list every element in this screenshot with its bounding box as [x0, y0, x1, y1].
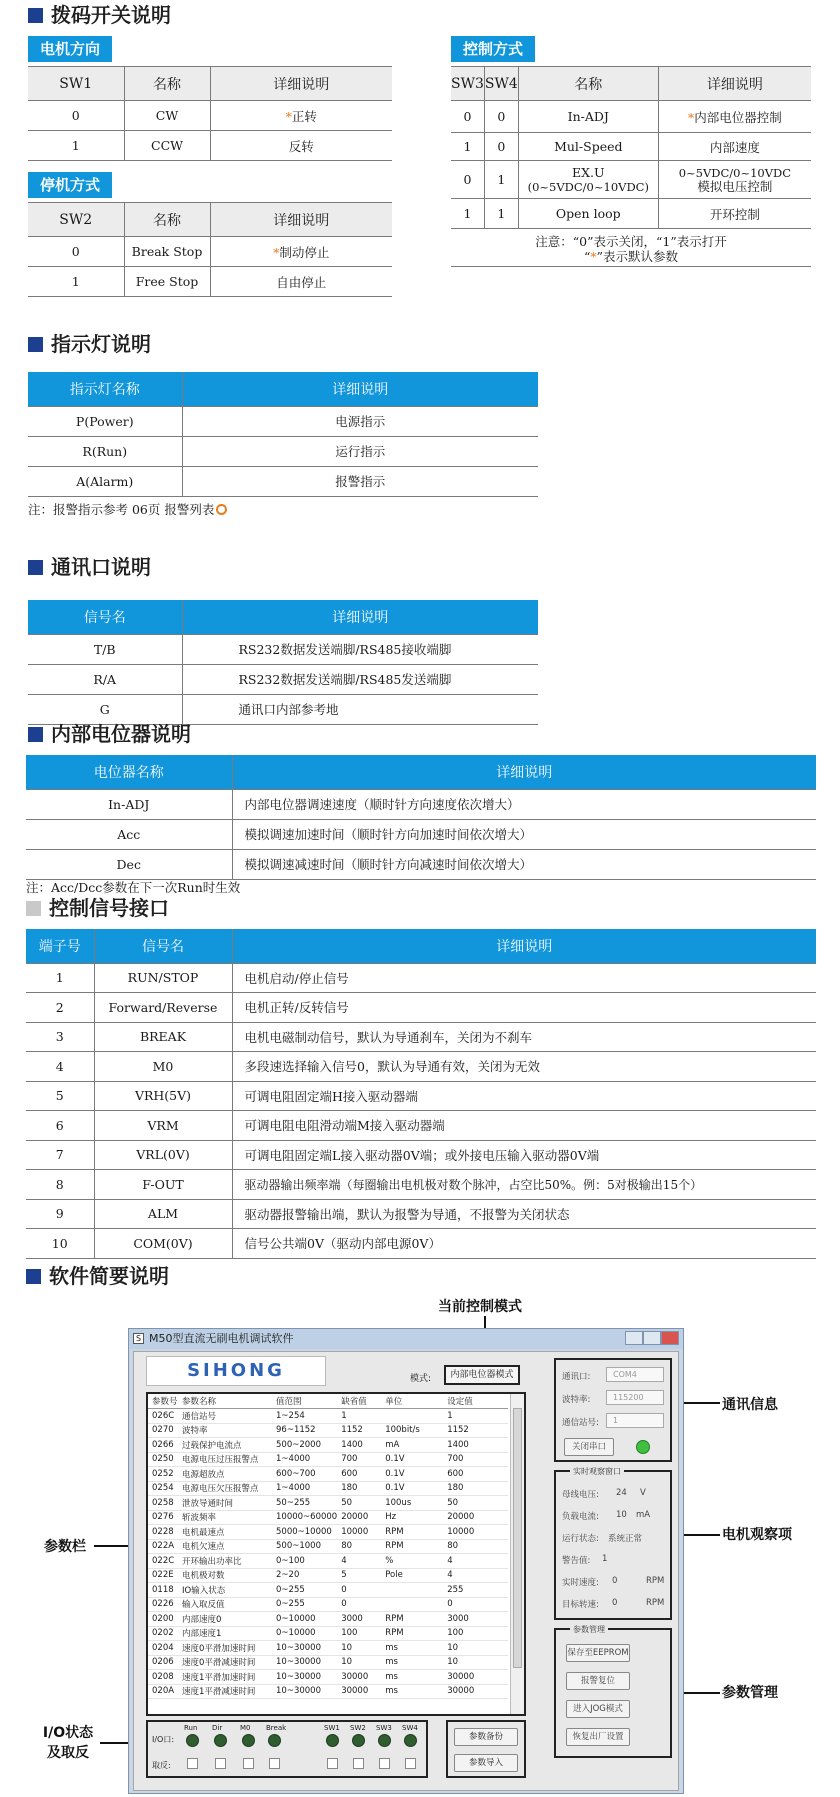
indicator-note: 注：报警指示参考 06页 报警列表 — [28, 502, 227, 517]
callout-params: 参数栏 — [44, 1539, 86, 1555]
io-led-indicator — [404, 1734, 417, 1747]
param-backup-button[interactable]: 参数备份 — [454, 1728, 518, 1746]
io-name-label: Run — [184, 1724, 198, 1732]
io-led-indicator — [186, 1734, 199, 1747]
invert-label: 取反: — [152, 1761, 171, 1770]
param-row[interactable]: 0276 斩波频率 10000~60000 20000 Hz 20000 — [148, 1510, 508, 1525]
io-led-indicator — [352, 1734, 365, 1747]
io-invert-checkbox[interactable] — [405, 1758, 416, 1769]
default-star-icon: * — [688, 109, 695, 125]
default-star-icon: * — [590, 249, 597, 264]
table-row: 1 1 Open loop 开环控制 — [451, 199, 811, 229]
software-window — [128, 1328, 684, 1794]
square-bullet-icon — [26, 901, 41, 916]
param-row[interactable]: 0250 电源电压过压报警点 1~4000 700 0.1V 700 — [148, 1452, 508, 1467]
table-row: 0 0 In-ADJ *内部电位器控制 — [451, 101, 811, 133]
param-manage-panel: 参数管理 保存至EEPROM 报警复位 进入JOG模式 恢复出厂设置 — [554, 1628, 672, 1758]
callout-observe: 电机观察项 — [722, 1527, 792, 1543]
param-rows — [148, 1409, 508, 1699]
param-row[interactable]: 026C 通信站号 1~254 1 1 — [148, 1409, 508, 1424]
callout-io: I/O状态 及取反 — [42, 1725, 94, 1761]
control-mode-note: 注意：“0”表示关闭，“1”表示打开 “*”表示默认参数 — [451, 234, 811, 267]
speed-value: 0 — [612, 1576, 618, 1586]
param-row[interactable]: 0226 输入取反值 0~255 0 0 — [148, 1597, 508, 1612]
mode-label: 模式: — [410, 1374, 432, 1384]
io-led-indicator — [214, 1734, 227, 1747]
close-port-button[interactable]: 关闭串口 — [564, 1438, 614, 1456]
table-row: In-ADJ 内部电位器调速速度（顺时针方向速度依次增大） — [26, 789, 816, 819]
table-row: 0 Break Stop *制动停止 — [28, 237, 392, 267]
io-name-label: M0 — [240, 1724, 251, 1732]
table-row: 5 VRH(5V) 可调电阻固定端H接入驱动器端 — [26, 1081, 816, 1111]
table-row: 0 CW *正转 — [28, 101, 392, 131]
dip-section-title: 拨码开关说明 — [28, 1, 171, 29]
backup-import-panel — [446, 1720, 526, 1778]
io-invert-checkbox[interactable] — [215, 1758, 226, 1769]
param-row[interactable]: 0202 内部速度1 0~10000 100 RPM 100 — [148, 1626, 508, 1641]
io-invert-checkbox[interactable] — [187, 1758, 198, 1769]
comm-table: 信号名 详细说明 T/B RS232数据发送端脚/RS485接收端脚 R/A RS232数据发送端脚/RS485发送端脚 G 通讯口内部参考地 — [28, 600, 538, 725]
io-label: I/O口: — [152, 1735, 175, 1744]
table-row: 9 ALM 驱动器报警输出端，默认为报警为导通，不报警为关闭状态 — [26, 1199, 816, 1229]
param-import-button[interactable]: 参数导入 — [454, 1754, 518, 1772]
close-button[interactable] — [661, 1331, 679, 1345]
io-status-panel — [146, 1720, 428, 1778]
param-row[interactable]: 022C 开环输出功率比 0~100 4 % 4 — [148, 1554, 508, 1569]
observe-panel: 实时观察窗口 母线电压: 24 V 负载电流: 10 mA 运行状态: 系统正常 警告值: 1 实时速度: 0 RPM 目标转速: 0 RPM — [554, 1470, 672, 1620]
io-led-indicator — [242, 1734, 255, 1747]
table-row: G 通讯口内部参考地 — [28, 694, 538, 724]
io-invert-checkbox[interactable] — [327, 1758, 338, 1769]
table-row: 2 Forward/Reverse 电机正转/反转信号 — [26, 993, 816, 1023]
table-row: 4 M0 多段速选择输入信号0，默认为导通有效，关闭为无效 — [26, 1052, 816, 1082]
scroll-thumb[interactable] — [513, 1408, 522, 1668]
run-state-value: 系统正常 — [608, 1534, 643, 1544]
table-row: 1 Free Stop 自由停止 — [28, 267, 392, 297]
io-invert-checkbox[interactable] — [243, 1758, 254, 1769]
pot-note: 注：Acc/Dcc参数在下一次Run时生效 — [26, 880, 241, 895]
minimize-button[interactable] — [625, 1331, 643, 1345]
ctrl-section-title: 控制信号接口 — [26, 894, 169, 922]
software-section-title: 软件简要说明 — [26, 1262, 169, 1290]
comm-section-title: 通讯口说明 — [28, 553, 151, 581]
pot-table: 电位器名称 详细说明 In-ADJ 内部电位器调速速度（顺时针方向速度依次增大） Acc 模拟调速加速时间（顺时针方向加速时间依次增大） Dec 模拟调速减速时间（顺时针方向减速时间依次增大） — [26, 755, 816, 880]
baud-rate-select[interactable]: 115200 — [606, 1390, 664, 1405]
table-row: 8 F-OUT 驱动器输出频率端（每圈输出电机极对数个脉冲，占空比50%。例：5对极输出15个） — [26, 1170, 816, 1200]
param-row[interactable]: 020A 速度1平滑减速时间 10~30000 30000 ms 30000 — [148, 1684, 508, 1699]
stop-mode-table: SW2 名称 详细说明 0 Break Stop *制动停止 1 Free Stop 自由停止 — [28, 202, 392, 297]
io-name-label: SW2 — [350, 1724, 366, 1732]
indicator-table: 指示灯名称 详细说明 P(Power) 电源指示 R(Run) 运行指示 A(Alarm) 报警指示 — [28, 372, 538, 497]
app-icon: S — [133, 1333, 144, 1344]
square-bullet-icon — [26, 1269, 41, 1284]
io-name-label: SW1 — [324, 1724, 340, 1732]
arrow-link-icon[interactable] — [216, 504, 227, 515]
io-led-indicator — [268, 1734, 281, 1747]
table-row: 1 RUN/STOP 电机启动/停止信号 — [26, 963, 816, 993]
param-row[interactable]: 0254 电源电压欠压报警点 1~4000 180 0.1V 180 — [148, 1481, 508, 1496]
callout-mode: 当前控制模式 — [438, 1299, 522, 1315]
table-row: R/A RS232数据发送端脚/RS485发送端脚 — [28, 664, 538, 694]
table-row: T/B RS232数据发送端脚/RS485接收端脚 — [28, 634, 538, 664]
param-row[interactable]: 0266 过载保护电流点 500~2000 1400 mA 1400 — [148, 1438, 508, 1453]
io-led-indicator — [326, 1734, 339, 1747]
stop-mode-tag: 停机方式 — [28, 172, 112, 198]
table-row: Acc 模拟调速加速时间（顺时针方向加速时间依次增大） — [26, 819, 816, 849]
target-speed-value: 0 — [612, 1598, 618, 1608]
io-invert-checkbox[interactable] — [269, 1758, 280, 1769]
param-scrollbar[interactable] — [510, 1394, 524, 1714]
square-bullet-icon — [28, 337, 43, 352]
control-mode-table: SW3 SW4 名称 详细说明 0 0 In-ADJ *内部电位器控制 1 0 Mul-Speed 内部速度 0 1 EX.U (0~5VDC/0~10VDC) 0~5VDC/0~10VDC 模拟电压控制 1 1 Open loop 开环控制 — [451, 66, 811, 229]
param-row[interactable]: 0118 IO输入状态 0~255 0 255 — [148, 1583, 508, 1598]
square-bullet-icon — [28, 727, 43, 742]
window-title-bar[interactable]: S M50型直流无刷电机调试软件 — [129, 1329, 683, 1349]
ctrl-table: 端子号 信号名 详细说明 1 RUN/STOP 电机启动/停止信号 2 Forward/Reverse 电机正转/反转信号 3 BREAK 电机电磁制动信号，默认为导通刹车，关闭为不刹车 4 M0 多段速选择输入信号0，默认为导通有效，关闭为无效 5 VRH(5V) 可调电阻固定端H接入驱动器端 6 VRM 可调电阻电阻滑动端M接入驱动器端 7 VRL(0V) 可调电阻固定端L接入驱动器0V端；或外接电压输入驱动器0V端 8 F-OUT 驱动器输出频率端（每圈输出电机极对数个脉冲，占空比50%。例：5对极输出15个） 9 ALM 驱动器报警输出端，默认为报警为导通，不报警为关闭状态 10 COM(0V) 信号公共端0V（驱动内部电源0V） — [26, 929, 816, 1259]
station-select[interactable]: 1 — [606, 1413, 664, 1428]
table-row: 1 0 Mul-Speed 内部速度 — [451, 133, 811, 161]
param-row[interactable]: 0258 泄放导通时间 50~255 50 100us 50 — [148, 1496, 508, 1511]
io-name-label: Dir — [212, 1724, 223, 1732]
table-row: 6 VRM 可调电阻电阻滑动端M接入驱动器端 — [26, 1111, 816, 1141]
table-row: 1 CCW 反转 — [28, 131, 392, 161]
motor-direction-table: SW1 名称 详细说明 0 CW *正转 1 CCW 反转 — [28, 66, 392, 161]
param-row[interactable]: 022E 电机极对数 2~20 5 Pole 4 — [148, 1568, 508, 1583]
sihong-logo: SIHONG — [146, 1356, 326, 1386]
window-body — [133, 1351, 679, 1791]
indicator-section-title: 指示灯说明 — [28, 330, 151, 358]
param-row[interactable]: 0270 波特率 96~1152 1152 100bit/s 1152 — [148, 1423, 508, 1438]
comm-panel: 通讯口: COM4 波特率: 115200 通信站号: 1 关闭串口 — [554, 1358, 672, 1462]
table-row: P(Power) 电源指示 — [28, 406, 538, 436]
square-bullet-icon — [28, 8, 43, 23]
param-row[interactable]: 0206 速度0平滑减速时间 10~30000 10 ms 10 — [148, 1655, 508, 1670]
bus-voltage-value: 24 — [616, 1488, 627, 1498]
param-row[interactable]: 0252 电源超放点 600~700 600 0.1V 600 — [148, 1467, 508, 1482]
param-row[interactable]: 0204 速度0平滑加速时间 10~30000 10 ms 10 — [148, 1641, 508, 1656]
alarm-value: 1 — [602, 1554, 608, 1564]
motor-direction-tag: 电机方向 — [28, 36, 112, 62]
table-row: 3 BREAK 电机电磁制动信号，默认为导通刹车，关闭为不刹车 — [26, 1022, 816, 1052]
table-row: Dec 模拟调速减速时间（顺时针方向减速时间依次增大） — [26, 849, 816, 879]
port-status-led — [636, 1440, 650, 1454]
factory-reset-button[interactable]: 恢复出厂设置 — [566, 1728, 630, 1746]
maximize-button[interactable] — [643, 1331, 661, 1345]
callout-manage: 参数管理 — [722, 1685, 778, 1701]
table-row: 0 1 EX.U (0~5VDC/0~10VDC) 0~5VDC/0~10VDC 模拟电压控制 — [451, 161, 811, 199]
load-current-value: 10 — [616, 1510, 627, 1520]
param-row[interactable]: 0228 电机最速点 5000~10000 10000 RPM 10000 — [148, 1525, 508, 1540]
default-star-icon: * — [273, 244, 280, 260]
io-invert-checkbox[interactable] — [353, 1758, 364, 1769]
jog-mode-button[interactable]: 进入JOG模式 — [566, 1700, 630, 1718]
table-row: A(Alarm) 报警指示 — [28, 466, 538, 496]
mode-value: 内部电位器模式 — [444, 1365, 520, 1385]
param-row[interactable]: 0200 内部速度0 0~10000 3000 RPM 3000 — [148, 1612, 508, 1627]
pot-section-title: 内部电位器说明 — [28, 720, 191, 748]
table-row: R(Run) 运行指示 — [28, 436, 538, 466]
io-invert-checkbox[interactable] — [379, 1758, 390, 1769]
default-star-icon: * — [285, 108, 292, 124]
param-row[interactable]: 0208 速度1平滑加速时间 10~30000 30000 ms 30000 — [148, 1670, 508, 1685]
table-row: 7 VRL(0V) 可调电阻固定端L接入驱动器0V端；或外接电压输入驱动器0V端 — [26, 1140, 816, 1170]
io-name-label: SW4 — [402, 1724, 418, 1732]
alarm-reset-button[interactable]: 报警复位 — [566, 1672, 630, 1690]
callout-comm: 通讯信息 — [722, 1397, 778, 1413]
io-name-label: Break — [266, 1724, 287, 1732]
param-row[interactable]: 022A 电机欠速点 500~1000 80 RPM 80 — [148, 1539, 508, 1554]
parameter-table[interactable] — [146, 1392, 526, 1716]
table-row: 10 COM(0V) 信号公共端0V（驱动内部电源0V） — [26, 1229, 816, 1259]
comm-port-select[interactable]: COM4 — [606, 1367, 664, 1382]
param-header-row: 参数号 参数名称 值范围 缺省值 单位 设定值 — [148, 1394, 508, 1409]
save-eeprom-button[interactable]: 保存至EEPROM — [566, 1644, 630, 1662]
io-led-indicator — [378, 1734, 391, 1747]
io-name-label: SW3 — [376, 1724, 392, 1732]
control-mode-tag: 控制方式 — [451, 36, 535, 62]
square-bullet-icon — [28, 560, 43, 575]
